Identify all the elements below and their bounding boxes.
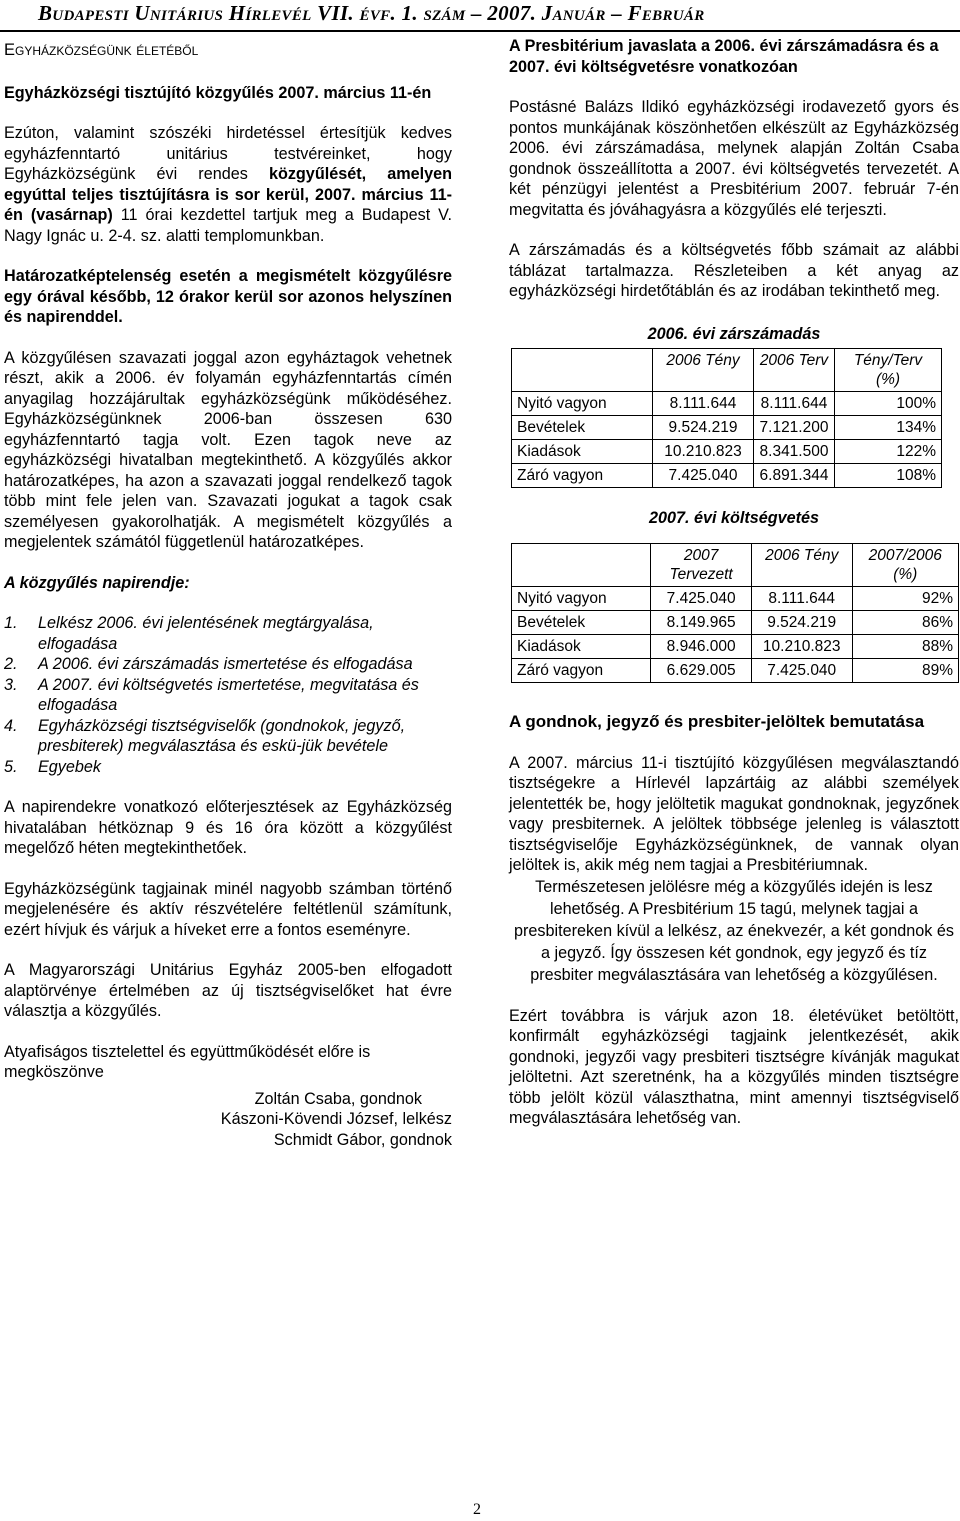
table-header: 2007/2006 (%) [852,543,958,586]
running-header [0,0,960,32]
candidates-paragraph: A 2007. március 11-i tisztújító közgyűlésen megválasztandó tisztségekre a Hírlevél lapzártáig az alábbi személyek jelentették be, hogy jelöltetik magukat gondnoknak, jegyzőnek vagy presbiternek. A jelöltek többsége jelenleg is választott tisztségviselője Egyházközségünknek, de vannak olyan jelöltek is, akik még nem tagjai a Presbitériumnak. [509,753,959,874]
agenda-item [4,613,452,654]
table-cell: 88% [852,634,958,658]
table-cell: 122% [835,440,942,464]
section-title: Egyházközségünk életéből [4,41,199,59]
candidates-title: A gondnok, jegyző és presbiter-jelöltek bemutatása [509,711,925,731]
table-cell: 8.111.644 [653,392,754,416]
agenda-text: Lelkész 2006. évi jelentésének megtárgyalása, elfogadása [38,614,374,653]
table-cell: 8.341.500 [754,440,835,464]
table-cell: 6.891.344 [754,464,835,488]
table-cell: 8.149.965 [651,610,751,634]
table-title: 2007. évi költségvetés [648,509,820,527]
agenda-number: 5. [4,757,18,776]
table-row [512,610,959,634]
law-paragraph: A Magyarországi Unitárius Egyház 2005-ben elfogadott alaptörvénye értelmében az új tisztségviselőket hat évre választja a közgyűlés. [4,961,452,1020]
table-row [512,392,942,416]
agenda-text: A 2007. évi költségvetés ismertetése, megvitatása és elfogadása [38,675,419,714]
signature-line: Kászoni-Kövendi József, lelkész [220,1110,452,1128]
agenda-text: Egyházközségi tisztségviselők (gondnokok, jegyző, presbiterek) megválasztása és eskü-jük bevétele [38,716,406,755]
signature-line: Schmidt Gábor, gondnok [273,1130,452,1149]
table-title: 2006. évi zárszámadás [647,324,821,343]
table-cell: Záró vagyon [512,464,653,488]
table-header [512,349,653,392]
table-cell: Záró vagyon [512,658,651,682]
intro-text-end: 11 órai kezdettel tartjuk meg a Budapest V. Nagy Ignác u. 2-4. sz. alatti templomunkban. [4,206,452,245]
left-column [4,36,452,1150]
table-header: 2006 Tény [751,543,852,586]
table-cell: Kiadások [512,440,653,464]
closing-accounts-table [511,348,942,488]
agenda-number: 4. [4,716,18,735]
table-header: 2006 Tény [653,349,754,392]
table-cell: 7.121.200 [754,416,835,440]
table-cell: 7.425.040 [653,464,754,488]
table-cell: 108% [835,464,942,488]
page-number: 2 [473,1501,481,1518]
table-cell: 86% [852,610,958,634]
table-cell: 9.524.219 [751,610,852,634]
table-cell: Nyitó vagyon [512,586,651,610]
table-cell: 9.524.219 [653,416,754,440]
table-cell: Bevételek [512,416,653,440]
table-cell: 8.111.644 [754,392,835,416]
agenda-text: A 2006. évi zárszámadás ismertetése és elfogadása [38,655,413,673]
agenda-title: A közgyűlés napirendje: [4,573,190,592]
article-title: Egyházközségi tisztújító közgyűlés 2007. március 11-én [4,83,432,102]
table-row [512,634,959,658]
right-column [509,36,959,1129]
agenda-list [4,613,452,777]
intro-paragraph [4,123,452,246]
table-cell: 89% [852,658,958,682]
table-cell: 92% [852,586,958,610]
table-row [512,440,942,464]
table-header-row [512,349,942,392]
table-header [512,543,651,586]
table-header: Tény/Terv (%) [835,349,942,392]
agenda-item [4,675,452,716]
table-cell: 10.210.823 [751,634,852,658]
budget-intro-paragraph: Postásné Balázs Ildikó egyházközségi irodavezető gyors és pontos munkájának köszönhetően elkészült az Egyházközség 2006. évi zárszámadása, melynek alapján Zoltán Csaba gondnok összeállította a 2007. évi költségvetés tervezetét. A két pénzügyi jelentést a Presbitérium 2007. február 7-én megvitatta és jóváhagyásra a közgyűlés elé terjeszti. [509,98,959,219]
table-cell: 8.111.644 [751,586,852,610]
agenda-item [4,757,452,778]
budget-table-paragraph: A zárszámadás és a költségvetés főbb számait az alábbi táblázat tartalmazza. Részleteiben a két anyag az egyházközségi hirdetőtáblán és az irodában tekinthető meg. [509,241,959,300]
table-header-row [512,543,959,586]
table-row [512,658,959,682]
table-header: 2006 Terv [754,349,835,392]
table-cell: 7.425.040 [751,658,852,682]
intro-text: Ezúton, valamint szószéki hirdetéssel értesítjük kedves egyházfenntartó unitárius testvéreinket, hogy Egyházközségünk évi rendes [4,124,452,183]
table-cell: 7.425.040 [651,586,751,610]
agenda-number: 1. [4,614,18,632]
table-cell: Bevételek [512,610,651,634]
agenda-text: Egyebek [38,757,101,776]
table-cell: 134% [835,416,942,440]
nomination-paragraph: Természetesen jelölésre még a közgyűlés idején is lesz lehetőség. A Presbitérium 15 tagú, melynek tagjai a presbitereken kívül a lelkész, az énekvezér, a két gondnok és a jegyző. Így összesen két gondnok, egy jegyző és tíz presbiter megválasztására van lehetőség a közgyűlésen. [513,877,954,984]
signature-line: Zoltán Csaba, gondnok [254,1089,422,1108]
table-cell: 100% [835,392,942,416]
documents-paragraph: A napirendekre vonatkozó előterjesztések az Egyházközség hivatalában hétköznap 9 és 16 óra között a közgyűlést megelőző héten megtekinthetőek. [4,798,452,857]
budget-table [511,543,959,683]
table-cell: Kiadások [512,634,651,658]
agenda-number: 2. [4,655,18,673]
table-header: 2007 Tervezett [651,543,751,586]
article-title: A Presbitérium javaslata a 2006. évi zárszámadásra és a 2007. évi költségvetésre vonatkozóan [509,37,939,76]
agenda-item [4,716,452,757]
closing-paragraph: Atyafiságos tisztelettel és együttműködését előre is megköszönve [4,1042,371,1081]
voting-paragraph: A közgyűlésen szavazati joggal azon egyháztagok vehetnek részt, akik a 2006. év folyamán egyházfenntartás címén anyagilag hozzájárultak egyházközségünk működéséhez. Egyházközségünknek 2006-ban összesen 630 egyházfenntartó tagja volt. Ezen tagok neve az egyházközségi hivatalban megtekinthető. A közgyűlés akkor határozatképes, ha azon a szavazati joggal rendelkező tagok több mint fele jelen van. Szavazati jogukat a tagok csak személyesen gyakorolhatják. A megismételt közgyűlés a megjelentek számától függetlenül határozatképes. [4,348,452,551]
agenda-number: 3. [4,675,18,694]
table-row [512,586,959,610]
table-row [512,416,942,440]
table-cell: Nyitó vagyon [512,392,653,416]
table-row [512,464,942,488]
header-text: Budapesti Unitárius Hírlevél VII. évf. 1. szám – 2007. Január – Február [38,1,705,25]
intro-bold-text: közgyűlését, amelyen egyúttal teljes tisztújításra is sor kerül, 2007. március 11-én (vasárnap) [4,165,453,224]
table-cell: 8.946.000 [651,634,751,658]
agenda-item [4,654,452,675]
table-cell: 10.210.823 [653,440,754,464]
invitation-paragraph: Egyházközségünk tagjainak minél nagyobb számban történő megjelenésére és aktív részvételére feltétlenül számítunk, ezért hívjuk és várjuk a híveket erre a fontos eseményre. [4,879,452,939]
quorum-paragraph: Határozatképtelenség esetén a megismételt közgyűlésre egy órával később, 12 órakor kerül sor azonos helyszínen és napirenddel. [4,267,452,326]
call-paragraph: Ezért továbbra is várjuk azon 18. életévüket betöltött, konfirmált egyházközségi tagjaink jelentkezését, akik gondnoki, jegyzői vagy presbiteri tisztségre kívánják magukat jelöltetni. Azt szeretnénk, ha a közgyűlés minden tisztségre több jelölt közül választhatna, mint amennyi tisztségviselő megválasztására lehetőség van. [509,1006,959,1127]
table-cell: 6.629.005 [651,658,751,682]
